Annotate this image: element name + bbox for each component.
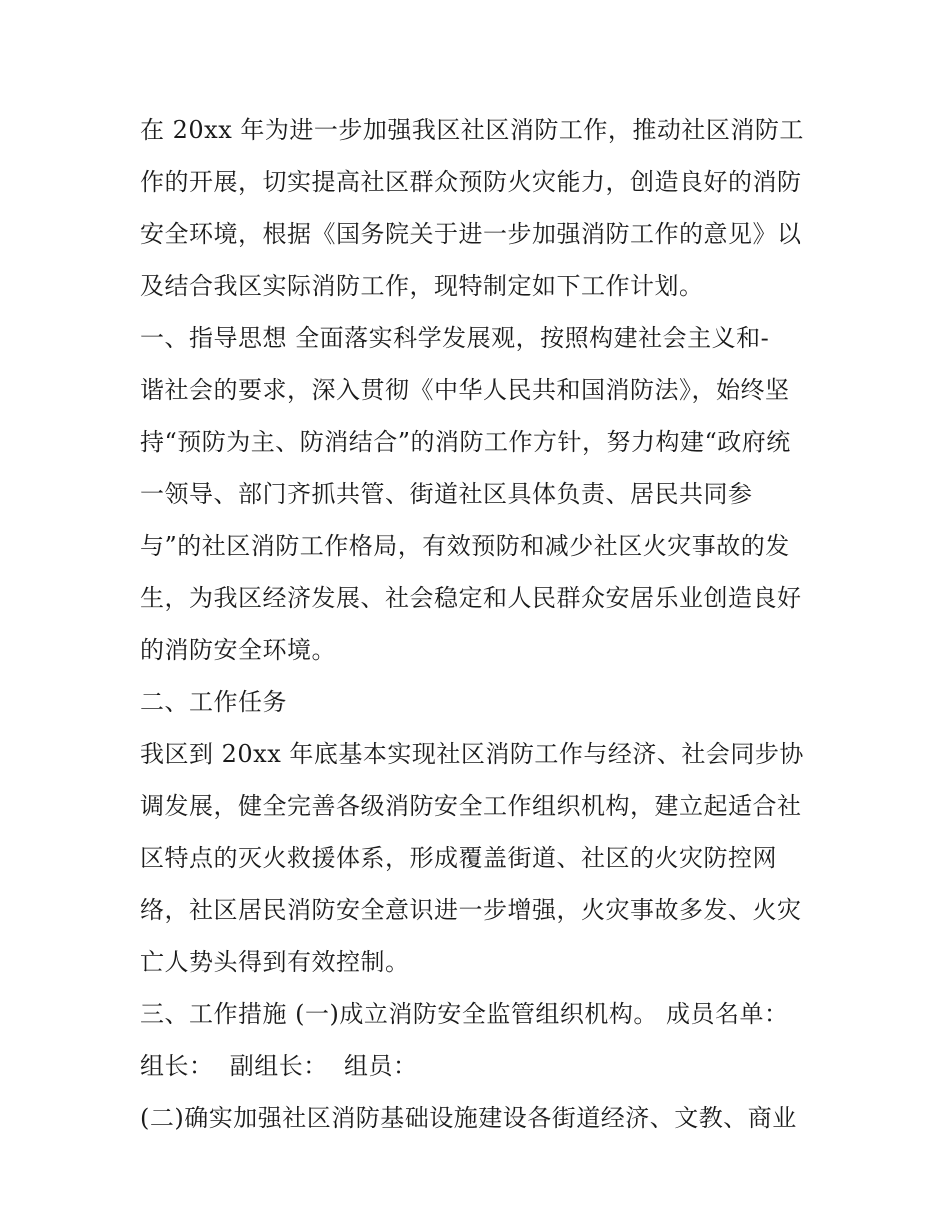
paragraph-line: 作的开展，切实提高社区群众预防火灾能力，创造良好的消防 — [140, 168, 802, 196]
paragraph-line: 络，社区居民消防安全意识进一步增强，火灾事故多发、火灾 — [140, 896, 802, 924]
paragraph-line: 的消防安全环境。 — [140, 636, 336, 664]
paragraph-line: 谐社会的要求，深入贯彻《中华人民共和国消防法》，始终坚 — [140, 376, 790, 404]
paragraph-line: 区特点的灭火救援体系，形成覆盖街道、社区的火灾防控网 — [140, 844, 777, 872]
paragraph-line: 持“预防为主、防消结合”的消防工作方针，努力构建“政府统 — [140, 428, 791, 456]
section-heading-guiding-thought: 一、指导思想 全面落实科学发展观，按照构建社会主义和- — [140, 324, 770, 352]
paragraph-line: 亡人势头得到有效控制。 — [140, 948, 410, 976]
paragraph-line: 与”的社区消防工作格局，有效预防和减少社区火灾事故的发 — [140, 532, 790, 560]
paragraph-line: (二)确实加强社区消防基础设施建设各街道经济、文教、商业 — [140, 1104, 797, 1132]
member-roles-line: 组长： 副组长： 组员： — [140, 1052, 418, 1080]
paragraph-line: 及结合我区实际消防工作，现特制定如下工作计划。 — [140, 272, 704, 300]
paragraph-line: 生，为我区经济发展、社会稳定和人民群众安居乐业创造良好 — [140, 584, 802, 612]
section-heading-work-measures: 三、工作措施 (一)成立消防安全监管组织机构。 成员名单： — [140, 1000, 789, 1028]
paragraph-line: 安全环境，根据《国务院关于进一步加强消防工作的意见》以 — [140, 220, 802, 248]
paragraph-line: 我区到 20xx 年底基本实现社区消防工作与经济、社会同步协 — [140, 740, 804, 768]
section-heading-work-tasks: 二、工作任务 — [140, 688, 287, 716]
paragraph-line: 在 20xx 年为进一步加强我区社区消防工作，推动社区消防工 — [140, 116, 804, 144]
paragraph-line: 一领导、部门齐抓共管、街道社区具体负责、居民共同参 — [140, 480, 753, 508]
paragraph-line: 调发展，健全完善各级消防安全工作组织机构，建立起适合社 — [140, 792, 802, 820]
